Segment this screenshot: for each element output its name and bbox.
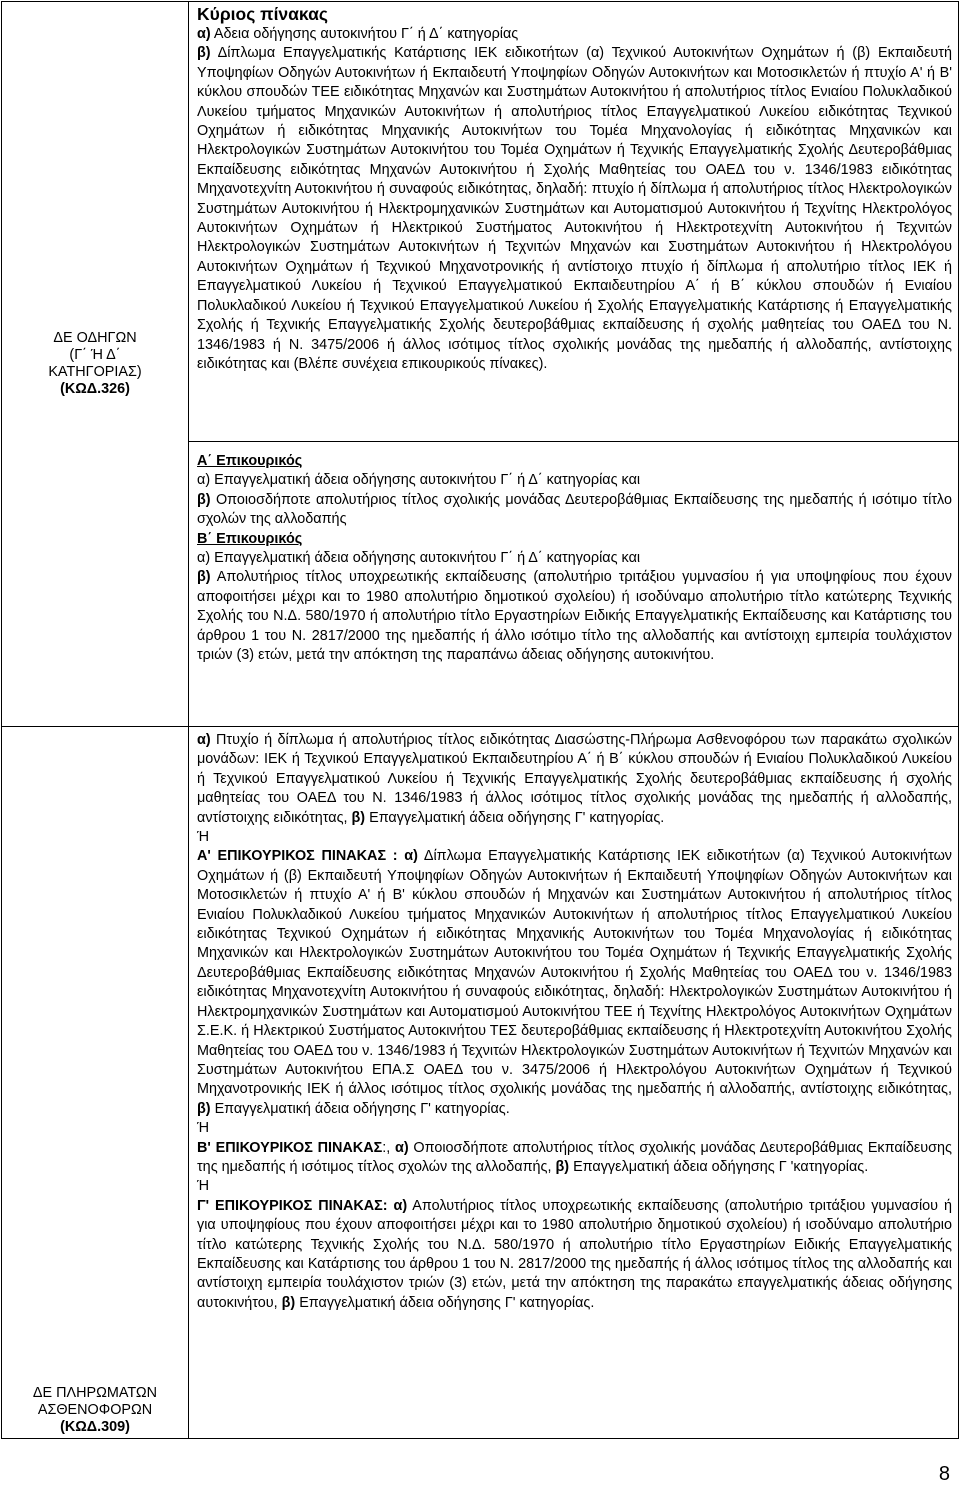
requirement-a: α) Επαγγελματική άδεια οδήγησης αυτοκινήτου Γ΄ ή Δ΄ κατηγορίας και	[197, 472, 641, 489]
or-separator: Ή	[197, 1120, 210, 1137]
table-heading: Α' ΕΠΙΚΟΥΡΙΚΟΣ ΠΙΝΑΚΑΣ : α)	[197, 848, 418, 865]
item-marker: β)	[197, 45, 211, 62]
category-line: (Γ΄ Ή Δ΄	[69, 347, 121, 363]
qualifications-table	[1, 1, 959, 1439]
item-marker: β)	[197, 491, 211, 508]
requirement-text: Οποιοσδήποτε απολυτήριος τίτλος σχολικής μονάδας Δευτεροβάθμιας Εκπαίδευσης της ημεδαπής ή ισότιμος τίτλος σχολών της αλλοδαπής,	[197, 1139, 952, 1175]
requirement-aux-b	[197, 1139, 952, 1178]
requirement-text: Επαγγελματική άδεια οδήγησης Γ' κατηγορίας.	[295, 1294, 595, 1311]
or-separator: Ή	[197, 829, 210, 846]
item-marker: β)	[281, 1294, 296, 1311]
requirement-b	[197, 491, 952, 530]
item-marker: β)	[555, 1158, 570, 1175]
requirement-a: α) Επαγγελματική άδεια οδήγησης αυτοκινήτου Γ΄ ή Δ΄ κατηγορίας και	[197, 550, 641, 567]
punctuation: :,	[382, 1139, 396, 1156]
subsection-title: Β΄ Επικουρικός	[197, 530, 303, 547]
item-marker: β)	[197, 569, 211, 586]
category-line: ΔΕ ΠΛΗΡΩΜΑΤΩΝ	[32, 1385, 158, 1401]
category-code: (ΚΩΔ.326)	[60, 381, 130, 397]
requirement-a	[197, 25, 952, 44]
requirement-aux-a	[197, 847, 952, 1119]
category-line: ΚΑΤΗΓΟΡΙΑΣ)	[48, 364, 142, 380]
ambulance-cell	[189, 727, 959, 1439]
requirement-text: Δίπλωμα Επαγγελματικής Κατάρτισης ΙΕΚ ειδικοτήτων (α) Τεχνικού Αυτοκινήτων Οχημάτων ή (β) Εκπαιδευτή Υποψηφίων Οδηγών Αυτοκινήτων ή Εκπαιδευτή Υποψηφίων Οδηγών Αυτοκινήτων και Μοτοσικλετών ή πτυχίο Α' ή Β' κύκλου σπουδών ΤΕΕ ειδικότητας Μηχανών και Συστημάτων Αυτοκινήτου ή απολυτήριος τίτλος Ενιαίου Πολυκλαδικού Λυκείου τμήματος Μηχανικών Αυτοκινήτων ή απολυτήριος τίτλος Επαγγελματικού Λυκείου ειδικότητας Τεχνικού Οχημάτων ή ειδικότητας Μηχανικής Αυτοκινήτων του Τομέα Μηχανολογίας ή ειδικότητας Μηχανικών και Ηλεκτρολογικών Συστημάτων Αυτοκινήτου του Τομέα Οχημάτων ή Τεχνικής Επαγγελματικής Σχολής Δευτεροβάθμιας Εκπαίδευσης ειδικότητας Μηχανών Αυτοκινήτου ή Σχολής Μαθητείας του ΟΑΕΔ του ν. 1346/1983 ειδικότητας Μηχανοτεχνίτη Αυτοκινήτου ή συναφούς ειδικότητας, δηλαδή: πτυχίο ή δίπλωμα ή απολυτήριος τίτλος Ηλεκτρολογικών Συστημάτων Αυτοκινήτου ή Ηλεκτρομηχανικών Συστημάτων και Αυτοματισμού Αυτοκινήτου ή Τεχνίτης Ηλεκτρολόγος Αυτοκινήτων Οχημάτων ή Ηλεκτρικού Συστήματος Αυτοκινήτου ή Ηλεκτροτεχνίτη Αυτοκινήτου ή Τεχνιτών Ηλεκτρολογικών Συστημάτων Αυτοκινήτων ή Τεχνιτών Μηχανών και Συστημάτων Αυτοκινήτου ή Ηλεκτρολόγου Αυτοκινήτων Οχημάτων ή Τεχνικού Μηχανοτρονικής ή αντίστοιχο πτυχίο ή δίπλωμα ή απολυτήριο τίτλος ΙΕΚ ή Επαγγελματικού Λυκείου ή Τεχνικού Επαγγελματικού Εκπαιδευτηρίου Α΄ ή Β΄ κύκλου σπουδών ή Ενιαίου Πολυκλαδικού Λυκείου ή Τεχνικού Επαγγελματικού Λυκείου ή Σχολής Επαγγελματικής Κατάρτισης ή Επαγγελματικής Σχολής ή Τεχνικής Επαγγελματικής Σχολής δευτεροβάθμιας εκπαίδευσης ή σχολής μαθητείας του ΟΑΕΔ του Ν. 1346/1983 ή Ν. 3475/2006 ή άλλος ισότιμος τίτλος σχολικής μονάδας της ημεδαπής ή αλλοδαπής, αντίστοιχης ειδικότητας και (Βλέπε συνέχεια επικουρικούς πίνακες).	[197, 45, 952, 372]
requirement-text: Επαγγελματική άδεια οδήγησης Γ 'κατηγορίας.	[569, 1158, 869, 1175]
requirement-text: Οποιοσδήποτε απολυτήριος τίτλος σχολικής μονάδας Δευτεροβάθμιας Εκπαίδευσης της ημεδαπής ή ισότιμο τίτλο σχολών της αλλοδαπής	[197, 491, 952, 528]
table-row	[2, 727, 959, 1439]
category-cell	[2, 2, 189, 727]
requirement-b	[197, 568, 952, 665]
requirement-text: Απολυτήριος τίτλος υποχρεωτικής εκπαίδευσης (απολυτήριο τριτάξιου γυμνασίου ή για υποψηφίους που έχουν αποφοιτήσει μέχρι και το 1980 απολυτήριο δημοτικού σχολείου) ή ισοδύναμο απολυτήριο τίτλο κατώτερης Τεχνικής Σχολής του Ν.Δ. 580/1970 ή απολυτήριο τίτλο Εργαστηρίων Ειδικής Επαγγελματικής Εκπαίδευσης και Κατάρτισης του άρθρου 1 του Ν. 2817/2000 της ημεδαπής ή άλλος ισότιμος τίτλος της αλλοδαπής και αντίστοιχη εμπειρία τουλάχιστον τριών (3) ετών, μετά την απόκτηση της παρακάτω επαγγελματικής άδειας οδήγησης αυτοκινήτου,	[197, 1197, 952, 1311]
requirement-b	[197, 44, 952, 374]
requirement-text: Απολυτήριος τίτλος υποχρεωτικής εκπαίδευσης (απολυτήριο τριτάξιου γυμνασίου ή για υποψηφίους που έχουν αποφοιτήσει μέχρι και το 1980 απολυτήριο δημοτικού σχολείου) ή ισοδύναμο απολυτήριο τίτλο κατώτερης Τεχνικής Σχολής του Ν.Δ. 580/1970 ή απολυτήριο τίτλο Εργαστηρίων Ειδικής Επαγγελματικής Εκπαίδευσης και Κατάρτισης του άρθρου 1 του Ν. 2817/2000 της ημεδαπής ή άλλο ισότιμο τίτλο της αλλοδαπής και αντίστοιχη εμπειρία τουλάχιστον τριών (3) ετών, μετά την απόκτηση της παραπάνω άδειας οδήγησης αυτοκινήτου.	[197, 569, 952, 664]
page-number: 8	[938, 1463, 950, 1485]
item-marker: α)	[395, 1139, 409, 1156]
category-line: ΔΕ ΟΔΗΓΩΝ	[53, 330, 137, 346]
requirement-text: Πτυχίο ή δίπλωμα ή απολυτήριος τίτλος ειδικότητας Διασώστης-Πλήρωμα Ασθενοφόρου των παρακάτω σχολικών μονάδων: ΙΕΚ ή Τεχνικού Επαγγελματικού Εκπαιδευτηρίου Α΄ ή Β΄ κύκλου σπουδών ή Ενιαίου Πολυκλαδικού Λυκείου ή Τεχνικού Επαγγελματικού Λυκείου ή Τεχνικής Επαγγελματικής Σχολής δευτεροβάθμιας εκπαίδευσης ή σχολής μαθητείας του ΟΑΕΔ του Ν. 1346/1983 ή άλλος ισότιμος τίτλος σχολικής μονάδας της ημεδαπής ή αλλοδαπής, αντίστοιχης ειδικότητας,	[197, 732, 952, 826]
table-row	[2, 2, 959, 442]
item-marker: β)	[197, 1100, 211, 1117]
requirement-text: Δίπλωμα Επαγγελματικής Κατάρτισης ΙΕΚ ειδικοτήτων (α) Τεχνικού Αυτοκινήτων Οχημάτων ή (β) Εκπαιδευτή Υποψηφίων Οδηγών Αυτοκινήτων ή Εκπαιδευτή Υποψηφίων Οδηγών Αυτοκινήτων και Μοτοσικλετών ή πτυχίο Α' ή Β' κύκλου σπουδών ή Μηχανών και Συστημάτων Αυτοκινήτου ή απολυτήριος τίτλος Ενιαίου Πολυκλαδικού Λυκείου τμήματος Μηχανικών Αυτοκινήτων ή απολυτήριος τίτλος Επαγγελματικού Λυκείου ειδικότητας Τεχνικού Οχημάτων ή ειδικότητας Μηχανικής Αυτοκινήτων του Τομέα Μηχανολογίας ή ειδικότητας Μηχανικών και Ηλεκτρολογικών Συστημάτων Αυτοκινήτου του Τομέα Οχημάτων ή Τεχνικής Επαγγελματικής Σχολής Δευτεροβάθμιας Εκπαίδευσης ειδικότητας Μηχανών Αυτοκινήτου ή Σχολής Μαθητείας του ΟΑΕΔ του ν. 1346/1983 ειδικότητας Μηχανοτεχνίτη Αυτοκινήτου ή συναφούς ειδικότητας, δηλαδή: Ηλεκτρολογικών Συστημάτων Αυτοκινήτου ή Ηλεκτρομηχανικών Συστημάτων και Αυτοματισμού Αυτοκινήτου ΤΕΕ ή Τεχνίτης Ηλεκτρολόγος Αυτοκινήτων Οχημάτων Σ.Ε.Κ. ή Ηλεκτρικού Συστήματος Αυτοκινήτου ΤΕΣ δευτεροβάθμιας εκπαίδευσης ή Ηλεκτροτεχνίτη Αυτοκινήτου Σχολής Μαθητείας του ΟΑΕΔ του ν. 1346/1983 ή Τεχνιτών Ηλεκτρολογικών Συστημάτων Αυτοκινήτων ή Τεχνιτών Μηχανών και Συστημάτων Αυτοκινήτου ΕΠΑ.Σ ΟΑΕΔ του ν. 3475/2006 ή Ηλεκτρολόγου Αυτοκινήτων Οχημάτων ή Τεχνικού Μηχανοτρονικής ΙΕΚ ή άλλος ισότιμος τίτλος σχολικής μονάδας της ημεδαπής ή αλλοδαπής, αντίστοιχης ειδικότητας,	[197, 848, 952, 1098]
item-marker: α)	[197, 26, 211, 42]
section-title: Κύριος πίνακας	[197, 4, 328, 24]
requirement-text: Επαγγελματική άδεια οδήγησης Γ' κατηγορίας.	[365, 809, 665, 826]
requirement-text: Αδεια οδήγησης αυτοκινήτου Γ΄ ή Δ΄ κατηγορίας	[210, 26, 519, 42]
requirement-aux-c	[197, 1197, 952, 1313]
category-cell	[2, 727, 189, 1439]
or-separator: Ή	[197, 1178, 210, 1195]
table-heading: Γ' ΕΠΙΚΟΥΡΙΚΟΣ ΠΙΝΑΚΑΣ: α)	[197, 1197, 408, 1214]
main-table-cell	[189, 2, 959, 442]
auxiliary-cell	[189, 442, 959, 727]
requirement-text: Επαγγελματική άδεια οδήγησης Γ' κατηγορίας.	[210, 1100, 510, 1117]
item-marker: α)	[197, 732, 211, 748]
item-marker: β)	[351, 809, 366, 826]
table-heading: Β' ΕΠΙΚΟΥΡΙΚΟΣ ΠΙΝΑΚΑΣ	[197, 1139, 383, 1156]
requirement-main	[197, 731, 952, 828]
category-line: ΑΣΘΕΝΟΦΟΡΩΝ	[37, 1402, 153, 1418]
subsection-title: Α΄ Επικουρικός	[197, 453, 303, 469]
category-code: (ΚΩΔ.309)	[60, 1419, 130, 1435]
